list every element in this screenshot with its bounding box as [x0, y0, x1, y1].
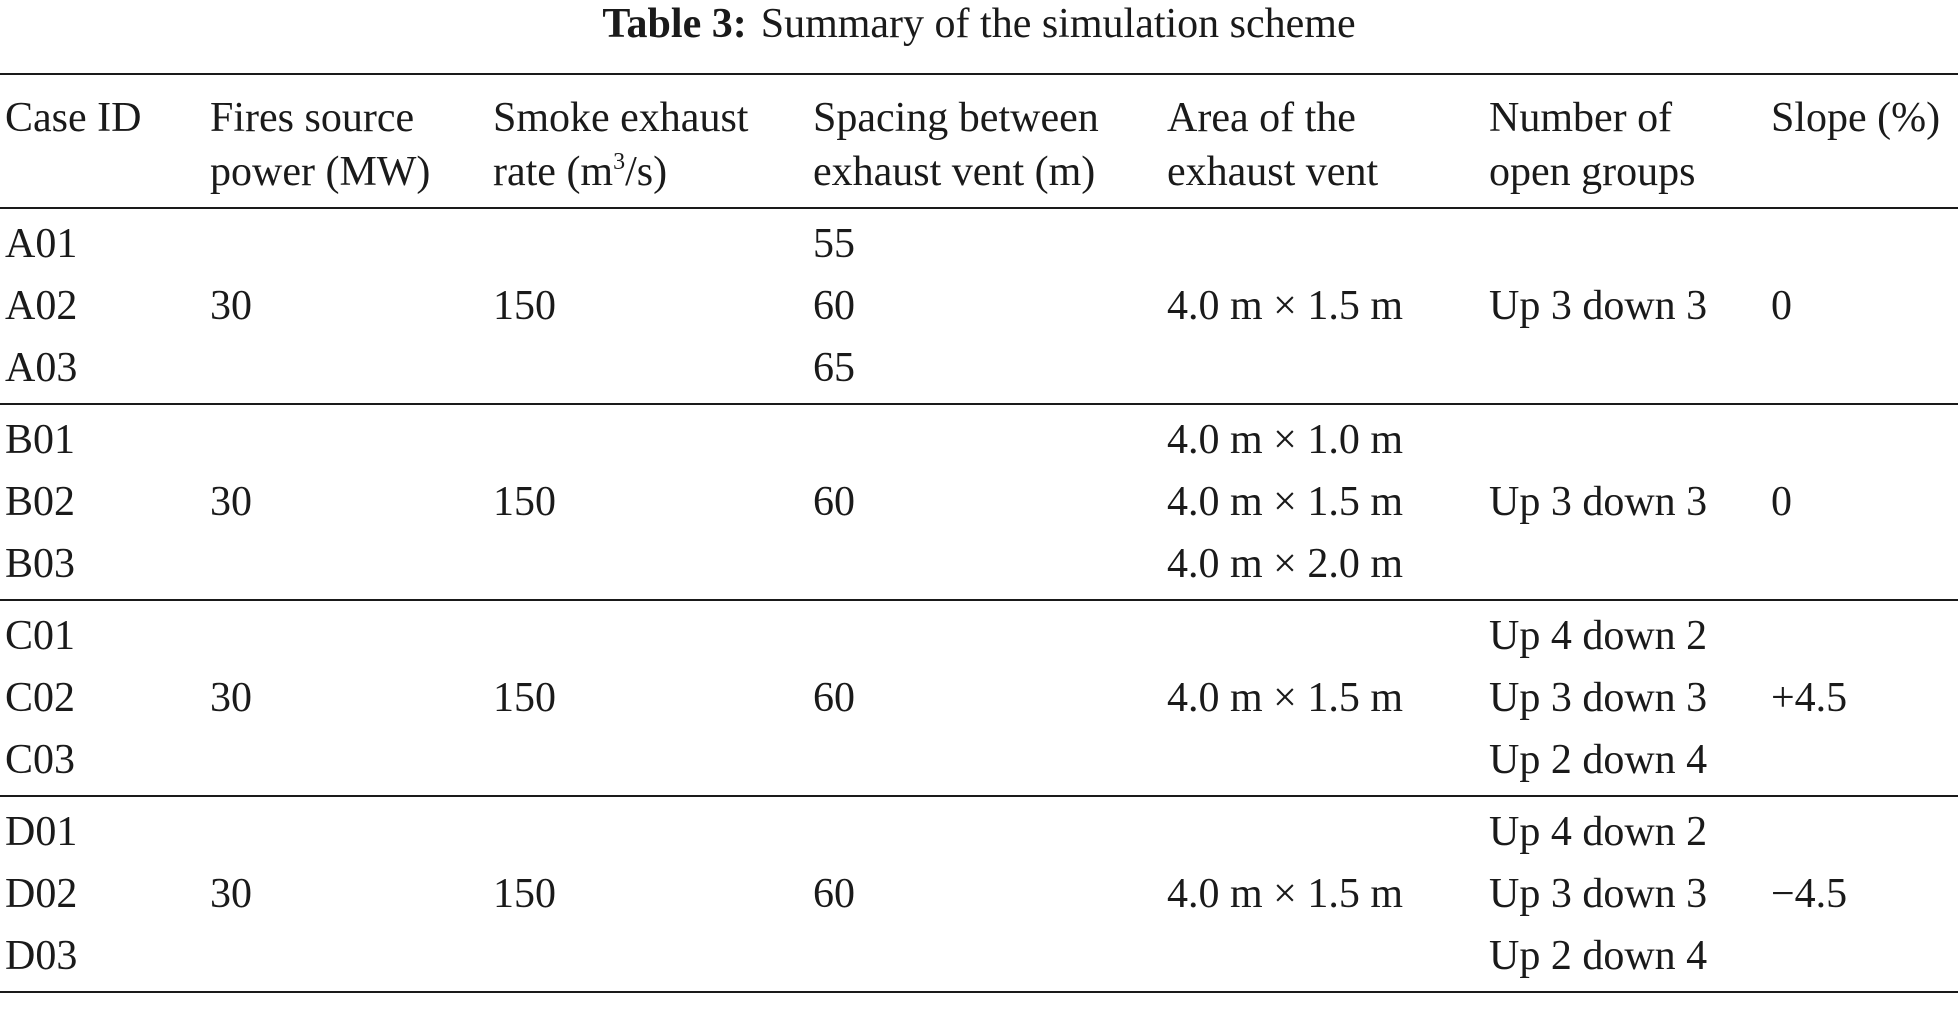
table-row — [0, 471, 1958, 533]
cell-case-id: C03 — [5, 737, 76, 783]
cell-area — [1167, 925, 1489, 992]
table-row — [0, 600, 1958, 667]
cell-exhaust-rate: 150 — [493, 871, 556, 917]
cell-spacing: 55 — [813, 221, 855, 267]
cell-open-groups: Up 3 down 3 — [1489, 871, 1708, 917]
cell-fire-power — [210, 404, 493, 471]
cell-fire-power — [210, 925, 493, 992]
cell-slope — [1771, 729, 1958, 796]
cell-area: 4.0 m × 2.0 m — [1167, 541, 1404, 587]
cell-exhaust-rate — [493, 404, 813, 471]
cell-open-groups — [1489, 533, 1771, 600]
cell-spacing: 60 — [813, 283, 855, 329]
cell-spacing — [813, 925, 1167, 992]
table-caption — [0, 0, 1958, 48]
cell-open-groups: Up 3 down 3 — [1489, 675, 1708, 721]
cell-area: 4.0 m × 1.5 m — [1167, 871, 1404, 917]
cell-exhaust-rate — [493, 208, 813, 275]
simulation-scheme-table — [0, 73, 1958, 993]
cell-case-id: A03 — [5, 345, 78, 391]
cell-case-id: D01 — [5, 809, 78, 855]
table-header — [0, 74, 1958, 208]
header-exhaust-rate-post: /s) — [625, 149, 668, 195]
cell-fire-power — [210, 533, 493, 600]
table-row — [0, 533, 1958, 600]
cell-spacing — [813, 404, 1167, 471]
cell-case-id: A02 — [5, 283, 78, 329]
cell-area: 4.0 m × 1.0 m — [1167, 417, 1404, 463]
cell-exhaust-rate — [493, 925, 813, 992]
cell-exhaust-rate — [493, 729, 813, 796]
cell-case-id: D03 — [5, 933, 78, 979]
cell-spacing: 60 — [813, 479, 855, 525]
cell-spacing: 60 — [813, 871, 855, 917]
cell-slope — [1771, 925, 1958, 992]
cell-exhaust-rate: 150 — [493, 675, 556, 721]
table-row — [0, 404, 1958, 471]
header-fire-power-line2: power (MW) — [210, 149, 431, 195]
cell-fire-power — [210, 337, 493, 404]
cell-slope — [1771, 404, 1958, 471]
cell-area — [1167, 600, 1489, 667]
case-group — [0, 796, 1958, 992]
cell-fire-power: 30 — [210, 871, 252, 917]
cell-area — [1167, 208, 1489, 275]
header-exhaust-rate-pre: rate (m — [493, 149, 614, 195]
cell-area — [1167, 729, 1489, 796]
cell-open-groups — [1489, 337, 1771, 404]
cell-exhaust-rate — [493, 533, 813, 600]
cell-area: 4.0 m × 1.5 m — [1167, 675, 1404, 721]
case-group — [0, 404, 1958, 600]
header-slope — [1771, 74, 1958, 208]
cell-area: 4.0 m × 1.5 m — [1167, 283, 1404, 329]
cell-open-groups: Up 4 down 2 — [1489, 613, 1708, 659]
cell-case-id: A01 — [5, 221, 78, 267]
cell-slope — [1771, 533, 1958, 600]
cell-spacing — [813, 600, 1167, 667]
header-case-id — [0, 74, 210, 208]
table-row — [0, 337, 1958, 404]
cell-exhaust-rate — [493, 600, 813, 667]
table-row — [0, 208, 1958, 275]
cell-slope: +4.5 — [1771, 675, 1848, 721]
header-fire-power — [210, 74, 493, 208]
cell-case-id: C02 — [5, 675, 76, 721]
cell-spacing — [813, 729, 1167, 796]
header-open-groups-line1: Number of — [1489, 95, 1673, 141]
cell-case-id: C01 — [5, 613, 76, 659]
header-open-groups — [1489, 74, 1771, 208]
header-spacing — [813, 74, 1167, 208]
cell-open-groups — [1489, 208, 1771, 275]
cell-slope — [1771, 600, 1958, 667]
cell-spacing: 65 — [813, 345, 855, 391]
cell-slope: −4.5 — [1771, 871, 1848, 917]
cell-open-groups: Up 4 down 2 — [1489, 809, 1708, 855]
cell-exhaust-rate: 150 — [493, 479, 556, 525]
header-open-groups-line2: open groups — [1489, 149, 1696, 195]
table-row — [0, 796, 1958, 863]
cell-area — [1167, 337, 1489, 404]
header-exhaust-rate-line1: Smoke exhaust — [493, 95, 749, 141]
case-group — [0, 208, 1958, 404]
cell-fire-power: 30 — [210, 675, 252, 721]
cell-open-groups — [1489, 404, 1771, 471]
header-area-line1: Area of the — [1167, 95, 1356, 141]
cell-open-groups: Up 3 down 3 — [1489, 283, 1708, 329]
cell-case-id: D02 — [5, 871, 78, 917]
cell-spacing: 60 — [813, 675, 855, 721]
cell-exhaust-rate: 150 — [493, 283, 556, 329]
cell-spacing — [813, 796, 1167, 863]
header-spacing-line1: Spacing between — [813, 95, 1099, 141]
table-row — [0, 925, 1958, 992]
header-case-id-line1: Case ID — [5, 95, 142, 141]
cell-fire-power: 30 — [210, 283, 252, 329]
cell-open-groups: Up 2 down 4 — [1489, 933, 1708, 979]
cell-open-groups: Up 2 down 4 — [1489, 737, 1708, 783]
cell-slope — [1771, 208, 1958, 275]
header-slope-line1: Slope (%) — [1771, 95, 1941, 141]
cell-area: 4.0 m × 1.5 m — [1167, 479, 1404, 525]
cell-fire-power — [210, 208, 493, 275]
cell-case-id: B01 — [5, 417, 76, 463]
cell-slope: 0 — [1771, 283, 1792, 329]
header-fire-power-line1: Fires source — [210, 95, 415, 141]
cell-slope — [1771, 337, 1958, 404]
header-row — [0, 74, 1958, 208]
cell-slope: 0 — [1771, 479, 1792, 525]
cell-fire-power — [210, 729, 493, 796]
cell-area — [1167, 796, 1489, 863]
table-row — [0, 667, 1958, 729]
header-exhaust-rate-sup: 3 — [613, 149, 626, 175]
table-row — [0, 863, 1958, 925]
case-group — [0, 600, 1958, 796]
cell-slope — [1771, 796, 1958, 863]
table-caption-label: Table 3: — [602, 1, 747, 47]
header-spacing-line2: exhaust vent (m) — [813, 149, 1096, 195]
table-caption-text: Summary of the simulation scheme — [760, 1, 1356, 47]
cell-spacing — [813, 533, 1167, 600]
cell-exhaust-rate — [493, 337, 813, 404]
cell-case-id: B03 — [5, 541, 76, 587]
cell-fire-power: 30 — [210, 479, 252, 525]
header-area-line2: exhaust vent — [1167, 149, 1379, 195]
cell-exhaust-rate — [493, 796, 813, 863]
header-exhaust-rate — [493, 74, 813, 208]
cell-fire-power — [210, 600, 493, 667]
table-row — [0, 729, 1958, 796]
table-row — [0, 275, 1958, 337]
cell-fire-power — [210, 796, 493, 863]
cell-open-groups: Up 3 down 3 — [1489, 479, 1708, 525]
header-area — [1167, 74, 1489, 208]
cell-case-id: B02 — [5, 479, 76, 525]
